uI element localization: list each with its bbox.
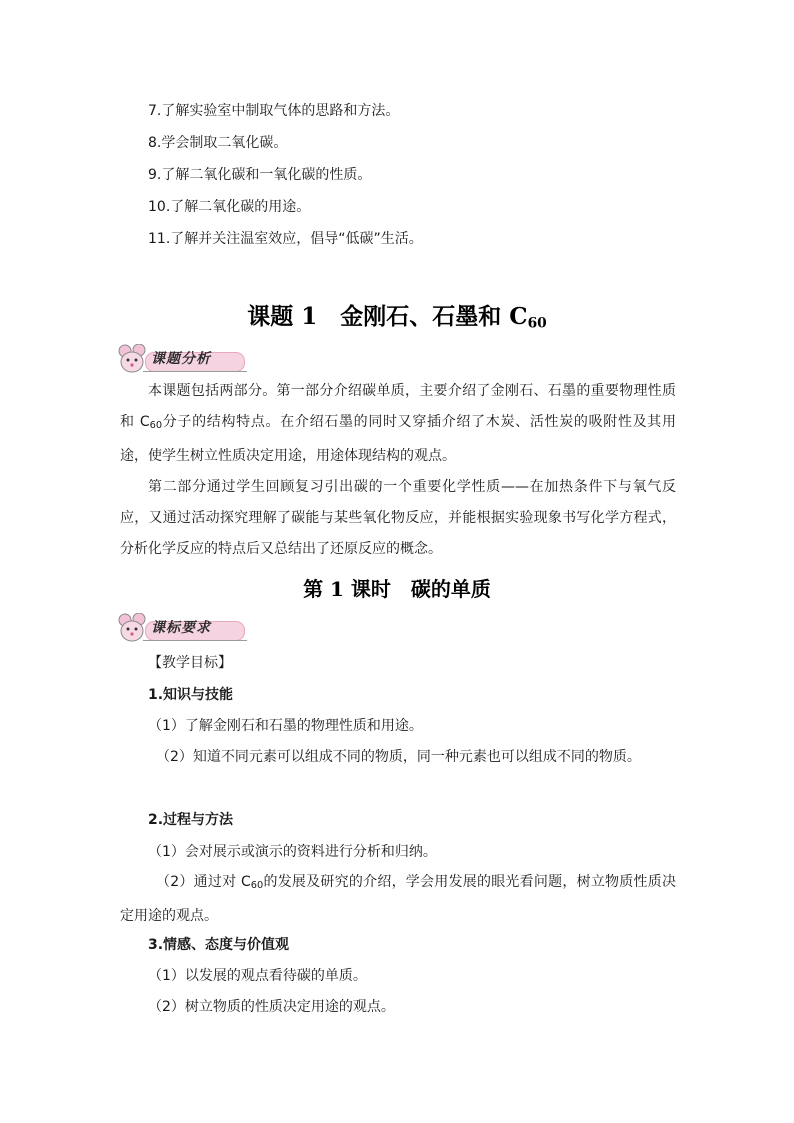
objective-item: 9.了解二氧化碳和一氧化碳的性质。 bbox=[148, 167, 372, 183]
analysis-paragraph: 本课题包括两部分。第一部分介绍碳单质，主要介绍了金刚石、石墨的重要物理性质和 $C_{60}$分子的结构特点。在介绍石墨的同时又穿插介绍了木炭、活性炭的吸附性及其用途，使学生树立性质决定用途，用途体现结构的观点。 bbox=[120, 383, 676, 464]
goal-item: （2）树立物质的性质决定用途的观点。 bbox=[148, 999, 395, 1015]
section-badge-analysis bbox=[117, 344, 247, 374]
objective-item: 8.学会制取二氧化碳。 bbox=[148, 135, 288, 151]
analysis-body bbox=[120, 376, 676, 565]
goal-heading: 3.情感、态度与价值观 bbox=[148, 937, 290, 953]
objective-item: 10.了解二氧化碳的用途。 bbox=[148, 199, 311, 215]
badge-label: 课标要求 bbox=[151, 620, 211, 636]
goal-heading: 2.过程与方法 bbox=[148, 812, 234, 828]
goal-item: （2）知道不同元素可以组成不同的物质，同一种元素也可以组成不同的物质。 bbox=[156, 749, 641, 765]
goal-item: （2）通过对 $C_{60}$的发展及研究的介绍，学会用发展的眼光看问题，树立物质性质决定用途的观点。 bbox=[120, 874, 676, 924]
badge-label: 课题分析 bbox=[151, 351, 211, 367]
goal-item-wrap bbox=[120, 867, 676, 932]
goal-item-wrap bbox=[120, 742, 676, 773]
section-title: 第 1 课时 碳的单质 bbox=[303, 577, 491, 601]
section-badge-requirements bbox=[117, 613, 247, 643]
goals-heading: 【教学目标】 bbox=[148, 655, 232, 671]
analysis-paragraph: 第二部分通过学生回顾复习引出碳的一个重要化学性质——在加热条件下与氧气反应，又通过活动探究理解了碳能与某些氧化物反应，并能根据实验现象书写化学方程式，分析化学反应的特点后又总结出了还原反应的概念。 bbox=[120, 478, 676, 557]
lesson-title: 课题 1 金刚石、石墨和 $C_{60}$ bbox=[247, 303, 547, 332]
goal-item: （1）了解金刚石和石墨的物理性质和用途。 bbox=[148, 718, 423, 734]
objective-item: 7.了解实验室中制取气体的思路和方法。 bbox=[148, 103, 400, 119]
objective-item: 11.了解并关注温室效应，倡导“低碳”生活。 bbox=[148, 231, 423, 247]
goal-item: （1）以发展的观点看待碳的单质。 bbox=[148, 968, 367, 984]
goal-item: （1）会对展示或演示的资料进行分析和归纳。 bbox=[148, 844, 437, 860]
goal-heading: 1.知识与技能 bbox=[148, 687, 234, 703]
